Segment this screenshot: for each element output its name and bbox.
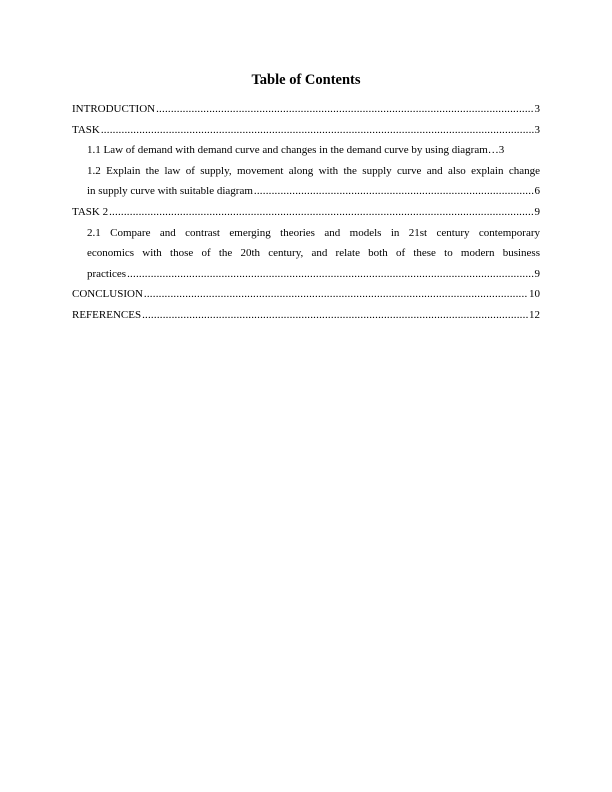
toc-entry-text: 1.2 Explain the law of supply, movement along with the supply curve and also explain change bbox=[87, 164, 540, 177]
toc-entry-text: 2.1 Compare and contrast emerging theories and models in 21st century contemporary bbox=[87, 226, 540, 239]
toc-title: Table of Contents bbox=[251, 72, 361, 88]
dot-leader bbox=[101, 120, 534, 141]
toc-entry-label: in supply curve with suitable diagram bbox=[87, 185, 253, 198]
dot-leader bbox=[144, 284, 528, 305]
toc-entry-1-2[interactable] bbox=[72, 181, 540, 202]
toc-entry-label: CONCLUSION bbox=[72, 288, 143, 301]
toc-entry-2-1-line2[interactable] bbox=[72, 243, 540, 264]
toc-entry-2-1-line1[interactable] bbox=[72, 223, 540, 244]
toc-page-number: 9 bbox=[534, 205, 540, 218]
toc-page-number: 10 bbox=[529, 288, 540, 301]
toc-entry-text: economics with those of the 20th century, and relate both of these to modern business bbox=[87, 247, 540, 260]
toc-entry-label: INTRODUCTION bbox=[72, 103, 156, 115]
dot-leader bbox=[109, 202, 533, 223]
toc-page-number: 6 bbox=[534, 185, 540, 198]
toc-entry-label: TASK 2 bbox=[72, 205, 109, 218]
toc-entry-conclusion[interactable] bbox=[72, 284, 540, 305]
toc-entry-1-2-line1[interactable] bbox=[72, 161, 540, 182]
toc-entry-introduction[interactable] bbox=[72, 99, 540, 120]
toc-entry-1-1[interactable] bbox=[72, 140, 540, 161]
toc-entry-label: REFERENCES bbox=[72, 308, 142, 321]
ellipsis: … bbox=[487, 144, 499, 157]
toc-page-number: 3 bbox=[534, 123, 540, 136]
toc-entry-2-1[interactable] bbox=[72, 264, 540, 285]
dot-leader bbox=[254, 181, 534, 202]
dot-leader bbox=[142, 305, 528, 326]
toc-page-number: 9 bbox=[534, 267, 540, 280]
toc-entry-task[interactable] bbox=[72, 120, 540, 141]
dot-leader bbox=[127, 264, 533, 285]
toc-page-number: 3 bbox=[498, 144, 505, 157]
toc-entry-label: TASK bbox=[72, 123, 100, 136]
toc-entry-label: 1.1 Law of demand with demand curve and changes in the demand curve by using diagram bbox=[87, 144, 488, 157]
dot-leader bbox=[156, 99, 533, 120]
toc-page-number: 3 bbox=[534, 103, 540, 115]
toc-page-number: 12 bbox=[529, 308, 540, 321]
table-of-contents bbox=[72, 99, 540, 326]
toc-entry-label: practices bbox=[87, 267, 127, 280]
toc-entry-references[interactable] bbox=[72, 305, 540, 326]
toc-entry-task-2[interactable] bbox=[72, 202, 540, 223]
